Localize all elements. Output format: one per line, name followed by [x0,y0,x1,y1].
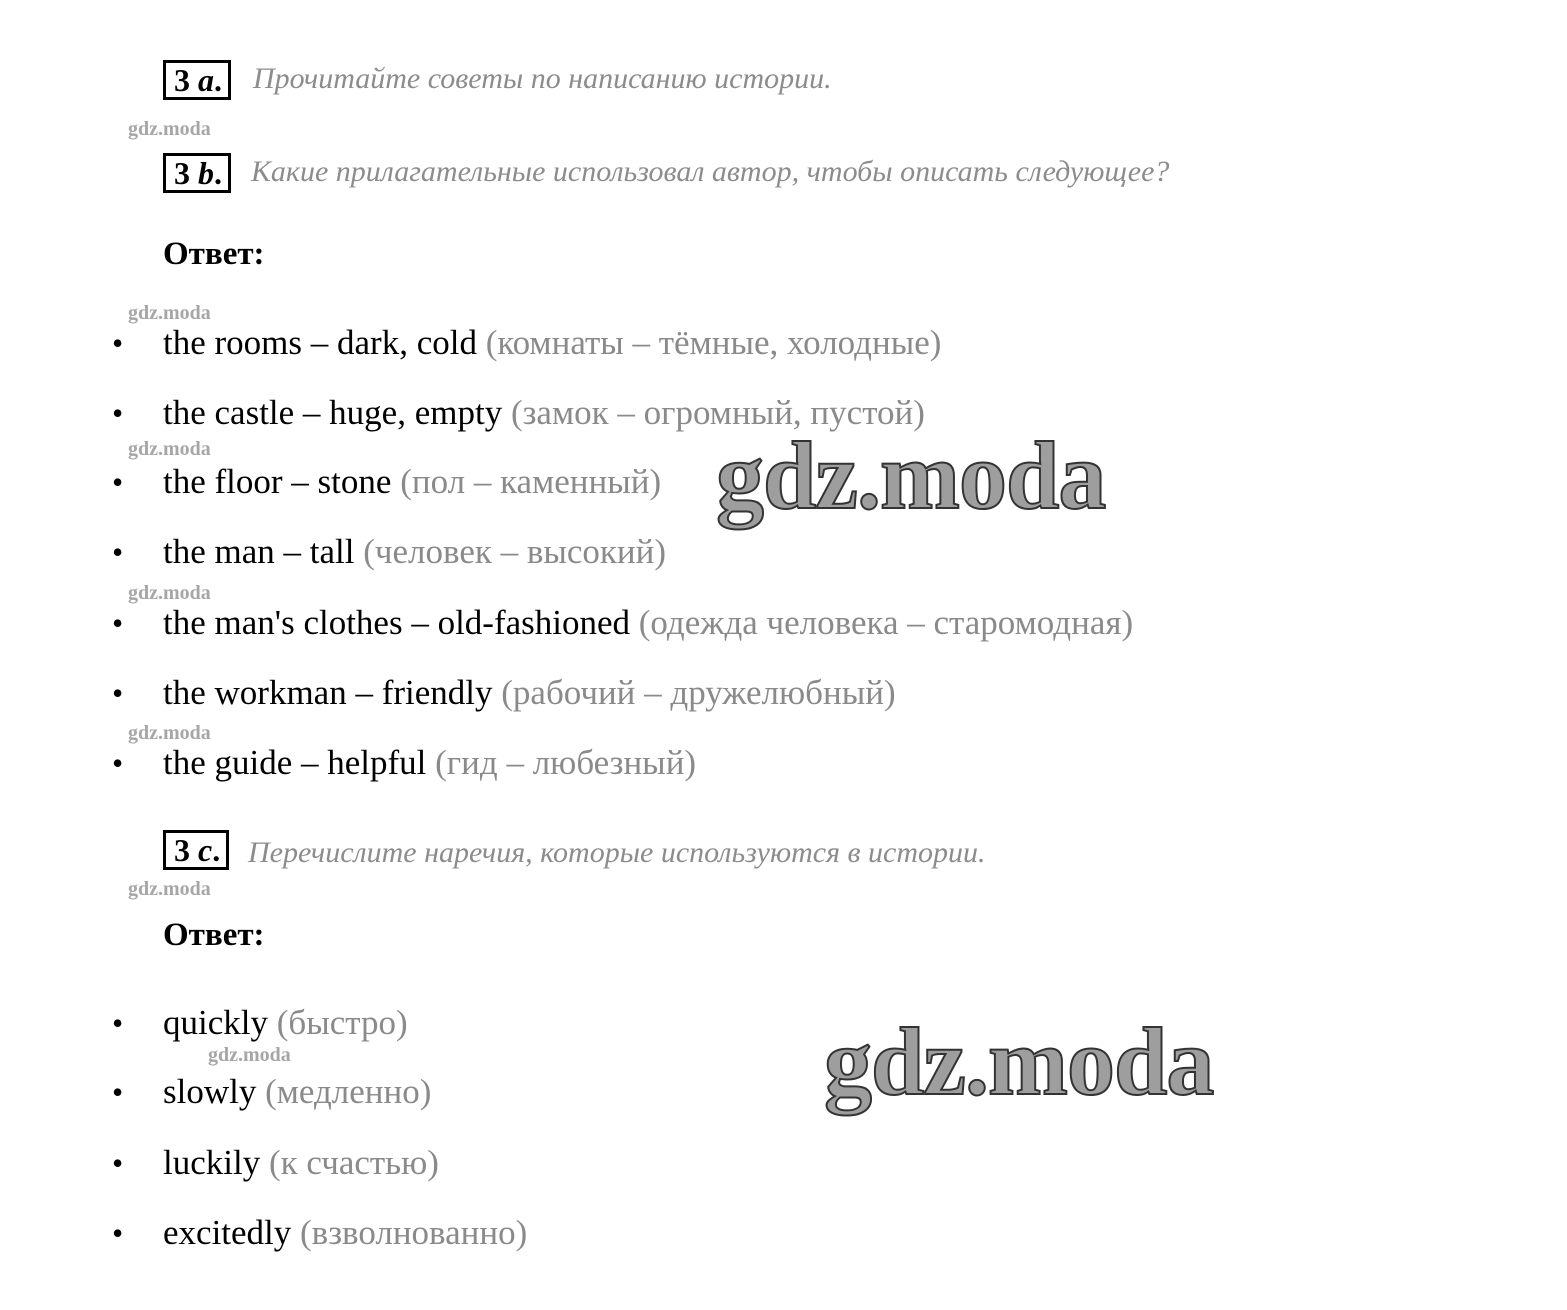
bullet: • [112,534,124,570]
task-dot: . [214,62,222,98]
task-3a-badge [163,60,231,100]
watermark-small: gdz.moda [128,878,211,900]
answer-ru: (комнаты – тёмные, холодные) [485,323,942,362]
task-number: 3 [174,155,190,191]
watermark-small: gdz.moda [128,722,211,744]
task-3c-instruction: Перечислите наречия, которые используются в истории. [248,836,986,869]
answer-ru: (к счастью) [268,1143,439,1182]
task-3b-badge [163,153,231,193]
bullet: • [112,1005,124,1041]
answer-en: the workman – friendly [163,673,493,712]
answer-ru: (взволнованно) [300,1213,528,1252]
answer-label: Ответ: [163,917,265,953]
answer-en: the man – tall [163,532,355,571]
answer-ru: (медленно) [265,1072,432,1111]
answer-en: the floor – stone [163,462,392,501]
answer-en: the castle – huge, empty [163,393,503,432]
task-letter: c [198,832,213,868]
answer-en: the man's clothes – old-fashioned [163,603,631,642]
watermark-small: gdz.moda [208,1044,291,1066]
watermark-large: gdz.moda [716,422,1106,529]
answer-en: slowly [163,1072,257,1111]
answer-ru: (быстро) [276,1003,408,1042]
answer-ru: (человек – высокий) [363,532,667,571]
bullet: • [112,395,124,431]
task-3c-badge [163,830,229,870]
bullet: • [112,1074,124,1110]
bullet: • [112,464,124,500]
watermark-small: gdz.moda [128,302,211,324]
bullet: • [112,675,124,711]
bullet: • [112,605,124,641]
watermark-small: gdz.moda [128,582,211,604]
task-number: 3 [174,62,190,98]
answer-label: Ответ: [163,236,265,272]
answer-en: luckily [163,1143,261,1182]
task-letter: a [198,62,214,98]
watermark-small: gdz.moda [128,438,211,460]
watermark-small: gdz.moda [128,118,211,140]
watermark-large: gdz.moda [824,1008,1214,1115]
bullet: • [112,325,124,361]
answer-ru: (гид – любезный) [435,743,697,782]
answer-en: the rooms – dark, cold [163,323,477,362]
answer-ru: (замок – огромный, пустой) [510,393,925,432]
bullet: • [112,1145,124,1181]
task-dot: . [214,155,222,191]
answer-en: excitedly [163,1213,292,1252]
task-letter: b [198,155,214,191]
answer-ru: (одежда человека – старомодная) [638,603,1134,642]
answer-en: quickly [163,1003,268,1042]
bullet: • [112,745,124,781]
task-dot: . [212,832,221,868]
bullet: • [112,1215,124,1251]
answer-en: the guide – helpful [163,743,427,782]
answer-ru: (рабочий – дружелюбный) [501,673,896,712]
task-3b-instruction: Какие прилагательные использовал автор, чтобы описать следующее? [251,155,1170,188]
task-3a-instruction: Прочитайте советы по написанию истории. [253,62,832,95]
answer-ru: (пол – каменный) [400,462,662,501]
task-number: 3 [174,832,190,868]
